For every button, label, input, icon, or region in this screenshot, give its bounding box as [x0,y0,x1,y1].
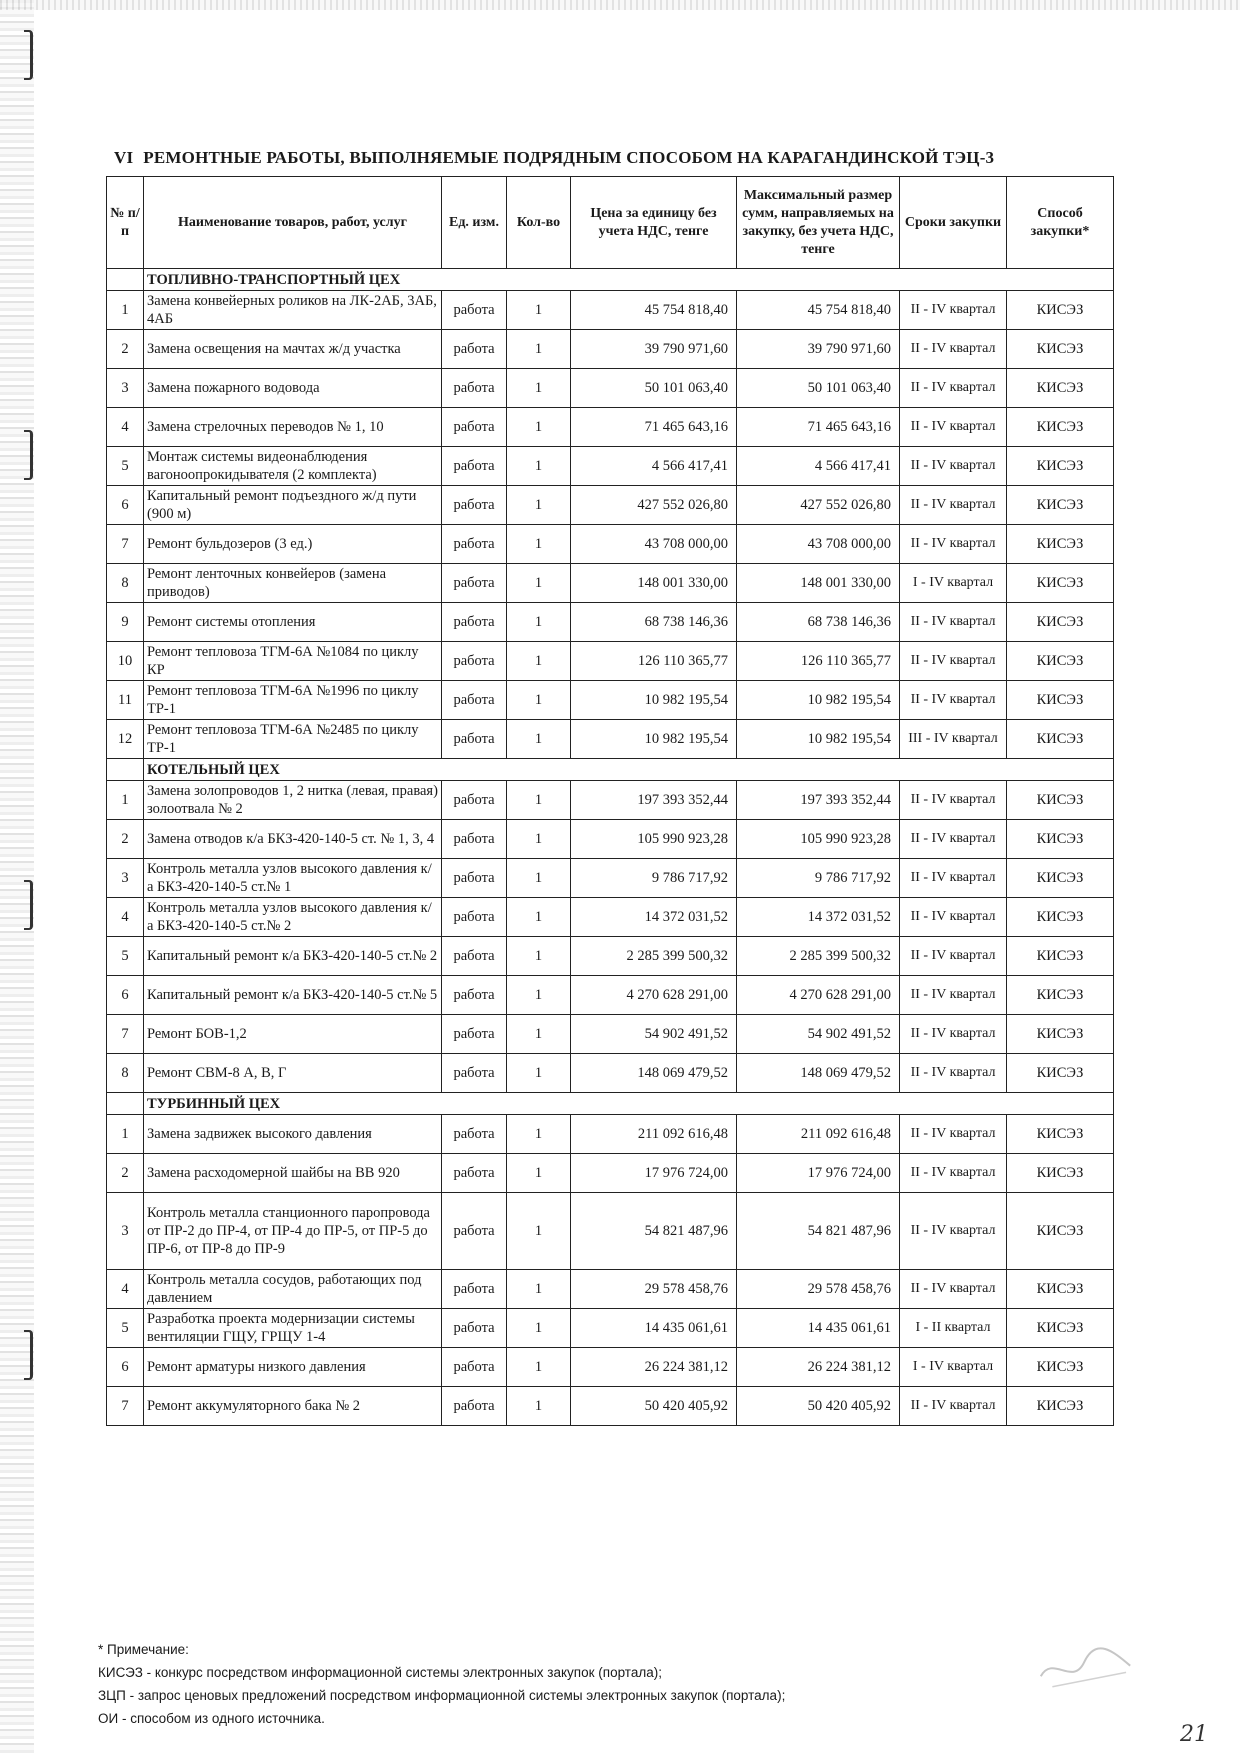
row-term: II - IV квартал [900,898,1007,937]
row-method: КИСЭЗ [1007,937,1114,976]
row-price: 4 566 417,41 [571,447,737,486]
row-max-amount: 197 393 352,44 [737,781,900,820]
note-line: ЗЦП - запрос ценовых предложений посредством информационной системы электронных закупок (портала); [98,1688,786,1703]
row-price: 9 786 717,92 [571,859,737,898]
row-qty: 1 [507,720,571,759]
procurement-table [106,176,1114,1426]
row-method: КИСЭЗ [1007,1270,1114,1309]
row-price: 17 976 724,00 [571,1154,737,1193]
row-price: 4 270 628 291,00 [571,976,737,1015]
row-max-amount: 43 708 000,00 [737,525,900,564]
row-name: Контроль металла узлов высокого давления к/а БКЗ-420-140-5 ст.№ 1 [144,859,442,898]
table-row [107,408,1114,447]
binder-hole-mark [24,430,33,480]
row-term: II - IV квартал [900,937,1007,976]
row-qty: 1 [507,1193,571,1270]
row-method: КИСЭЗ [1007,369,1114,408]
row-name: Ремонт ленточных конвейеров (замена приводов) [144,564,442,603]
row-method: КИСЭЗ [1007,720,1114,759]
row-method: КИСЭЗ [1007,1309,1114,1348]
row-price: 10 982 195,54 [571,720,737,759]
table-row [107,564,1114,603]
row-name: Ремонт тепловоза ТГМ-6А №1996 по циклу ТР-1 [144,681,442,720]
table-header-row [107,177,1114,269]
row-price: 148 069 479,52 [571,1054,737,1093]
row-price: 427 552 026,80 [571,486,737,525]
footnotes [98,1638,998,1730]
row-qty: 1 [507,937,571,976]
row-term: II - IV квартал [900,681,1007,720]
row-method: КИСЭЗ [1007,898,1114,937]
row-number: 1 [107,781,144,820]
row-method: КИСЭЗ [1007,820,1114,859]
row-name: Замена задвижек высокого давления [144,1115,442,1154]
row-method: КИСЭЗ [1007,976,1114,1015]
row-unit: работа [442,291,507,330]
row-name: Замена отводов к/а БКЗ-420-140-5 ст. № 1, 3, 4 [144,820,442,859]
row-method: КИСЭЗ [1007,642,1114,681]
table-row [107,1193,1114,1270]
row-unit: работа [442,820,507,859]
row-number: 11 [107,681,144,720]
row-term: II - IV квартал [900,859,1007,898]
row-qty: 1 [507,1387,571,1426]
header-max: Максимальный размер сумм, направляемых на закупку, без учета НДС, тенге [737,177,900,269]
row-price: 54 902 491,52 [571,1015,737,1054]
row-name: Монтаж системы видеонаблюдения вагоноопрокидывателя (2 комплекта) [144,447,442,486]
row-qty: 1 [507,1115,571,1154]
row-unit: работа [442,781,507,820]
row-term: II - IV квартал [900,408,1007,447]
row-unit: работа [442,720,507,759]
row-term: I - IV квартал [900,564,1007,603]
header-num: № п/п [107,177,144,269]
row-number: 3 [107,1193,144,1270]
row-max-amount: 45 754 818,40 [737,291,900,330]
row-price: 197 393 352,44 [571,781,737,820]
binder-hole-mark [24,880,33,930]
section-number: VI [114,148,134,167]
row-max-amount: 4 566 417,41 [737,447,900,486]
row-qty: 1 [507,330,571,369]
row-price: 39 790 971,60 [571,330,737,369]
table-row [107,447,1114,486]
row-max-amount: 9 786 717,92 [737,859,900,898]
note-line: КИСЭЗ - конкурс посредством информационной системы электронных закупок (портала); [98,1665,662,1680]
row-max-amount: 148 069 479,52 [737,1054,900,1093]
row-price: 43 708 000,00 [571,525,737,564]
row-name: Замена освещения на мачтах ж/д участка [144,330,442,369]
page-number: 21 [1180,1722,1208,1747]
row-unit: работа [442,564,507,603]
row-method: КИСЭЗ [1007,330,1114,369]
row-number: 12 [107,720,144,759]
row-unit: работа [442,1348,507,1387]
row-max-amount: 14 372 031,52 [737,898,900,937]
table-row [107,369,1114,408]
stamp-scribble [1027,1633,1144,1703]
row-name: Замена расходомерной шайбы на ВВ 920 [144,1154,442,1193]
row-number: 2 [107,1154,144,1193]
row-term: II - IV квартал [900,291,1007,330]
table-row [107,781,1114,820]
row-term: II - IV квартал [900,486,1007,525]
row-method: КИСЭЗ [1007,525,1114,564]
row-price: 2 285 399 500,32 [571,937,737,976]
row-method: КИСЭЗ [1007,1387,1114,1426]
row-unit: работа [442,330,507,369]
row-number: 5 [107,1309,144,1348]
row-term: III - IV квартал [900,720,1007,759]
row-price: 10 982 195,54 [571,681,737,720]
table-row [107,1154,1114,1193]
section-heading [114,148,1114,168]
table-row [107,898,1114,937]
table-row [107,525,1114,564]
row-number: 3 [107,369,144,408]
row-price: 71 465 643,16 [571,408,737,447]
table-row [107,1348,1114,1387]
note-line: * Примечание: [98,1642,189,1657]
row-qty: 1 [507,1154,571,1193]
section-title-cell: КОТЕЛЬНЫЙ ЦЕХ [144,759,1114,781]
row-qty: 1 [507,1015,571,1054]
row-unit: работа [442,937,507,976]
row-unit: работа [442,642,507,681]
row-qty: 1 [507,642,571,681]
section-spacer [107,759,144,781]
row-name: Замена золопроводов 1, 2 нитка (левая, правая) золоотвала № 2 [144,781,442,820]
table-row [107,1054,1114,1093]
row-term: II - IV квартал [900,1193,1007,1270]
row-max-amount: 54 821 487,96 [737,1193,900,1270]
section-row [107,1093,1114,1115]
row-unit: работа [442,1015,507,1054]
row-number: 1 [107,291,144,330]
row-number: 7 [107,1387,144,1426]
binder-hole-mark [24,30,33,80]
row-max-amount: 10 982 195,54 [737,681,900,720]
row-price: 126 110 365,77 [571,642,737,681]
row-max-amount: 14 435 061,61 [737,1309,900,1348]
row-term: II - IV квартал [900,369,1007,408]
row-max-amount: 50 420 405,92 [737,1387,900,1426]
row-max-amount: 39 790 971,60 [737,330,900,369]
row-price: 45 754 818,40 [571,291,737,330]
header-qty: Кол-во [507,177,571,269]
row-max-amount: 17 976 724,00 [737,1154,900,1193]
row-term: II - IV квартал [900,1015,1007,1054]
row-term: I - IV квартал [900,1348,1007,1387]
row-max-amount: 29 578 458,76 [737,1270,900,1309]
row-qty: 1 [507,525,571,564]
section-spacer [107,1093,144,1115]
row-term: II - IV квартал [900,1270,1007,1309]
section-title-cell: ТОПЛИВНО-ТРАНСПОРТНЫЙ ЦЕХ [144,269,1114,291]
row-number: 4 [107,898,144,937]
row-price: 68 738 146,36 [571,603,737,642]
row-method: КИСЭЗ [1007,1115,1114,1154]
row-max-amount: 2 285 399 500,32 [737,937,900,976]
row-qty: 1 [507,369,571,408]
row-method: КИСЭЗ [1007,1015,1114,1054]
row-price: 148 001 330,00 [571,564,737,603]
row-qty: 1 [507,1348,571,1387]
row-max-amount: 10 982 195,54 [737,720,900,759]
row-qty: 1 [507,564,571,603]
table-row [107,486,1114,525]
table-row [107,1270,1114,1309]
header-price: Цена за единицу без учета НДС, тенге [571,177,737,269]
row-term: II - IV квартал [900,603,1007,642]
row-number: 1 [107,1115,144,1154]
row-unit: работа [442,1154,507,1193]
row-number: 6 [107,486,144,525]
row-number: 6 [107,976,144,1015]
row-unit: работа [442,859,507,898]
table-row [107,720,1114,759]
table-row [107,1309,1114,1348]
row-price: 54 821 487,96 [571,1193,737,1270]
row-number: 3 [107,859,144,898]
row-max-amount: 4 270 628 291,00 [737,976,900,1015]
row-unit: работа [442,525,507,564]
row-name: Капитальный ремонт к/а БКЗ-420-140-5 ст.№ 2 [144,937,442,976]
row-qty: 1 [507,976,571,1015]
row-name: Капитальный ремонт подъездного ж/д пути (900 м) [144,486,442,525]
row-unit: работа [442,1387,507,1426]
row-max-amount: 211 092 616,48 [737,1115,900,1154]
row-number: 2 [107,330,144,369]
section-title: РЕМОНТНЫЕ РАБОТЫ, ВЫПОЛНЯЕМЫЕ ПОДРЯДНЫМ СПОСОБОМ НА КАРАГАНДИНСКОЙ ТЭЦ-3 [143,148,995,167]
row-name: Ремонт аккумуляторного бака № 2 [144,1387,442,1426]
table-row [107,1115,1114,1154]
row-unit: работа [442,408,507,447]
row-name: Замена стрелочных переводов № 1, 10 [144,408,442,447]
row-term: II - IV квартал [900,525,1007,564]
row-name: Ремонт тепловоза ТГМ-6А №2485 по циклу ТР-1 [144,720,442,759]
row-number: 8 [107,1054,144,1093]
row-max-amount: 427 552 026,80 [737,486,900,525]
row-price: 211 092 616,48 [571,1115,737,1154]
row-unit: работа [442,486,507,525]
row-unit: работа [442,976,507,1015]
table-row [107,330,1114,369]
row-name: Контроль металла сосудов, работающих под давлением [144,1270,442,1309]
row-number: 7 [107,525,144,564]
row-qty: 1 [507,1309,571,1348]
table-body [107,269,1114,1426]
row-price: 29 578 458,76 [571,1270,737,1309]
row-term: II - IV квартал [900,642,1007,681]
row-unit: работа [442,1115,507,1154]
row-method: КИСЭЗ [1007,1193,1114,1270]
row-qty: 1 [507,1270,571,1309]
row-unit: работа [442,1309,507,1348]
row-unit: работа [442,447,507,486]
row-max-amount: 148 001 330,00 [737,564,900,603]
row-unit: работа [442,1270,507,1309]
row-name: Ремонт БОВ-1,2 [144,1015,442,1054]
row-qty: 1 [507,447,571,486]
row-method: КИСЭЗ [1007,408,1114,447]
row-method: КИСЭЗ [1007,681,1114,720]
row-unit: работа [442,603,507,642]
row-max-amount: 50 101 063,40 [737,369,900,408]
row-name: Капитальный ремонт к/а БКЗ-420-140-5 ст.№ 5 [144,976,442,1015]
row-max-amount: 26 224 381,12 [737,1348,900,1387]
row-unit: работа [442,369,507,408]
row-name: Контроль металла узлов высокого давления к/а БКЗ-420-140-5 ст.№ 2 [144,898,442,937]
row-name: Ремонт системы отопления [144,603,442,642]
row-number: 9 [107,603,144,642]
table-row [107,976,1114,1015]
row-qty: 1 [507,486,571,525]
row-name: Контроль металла станционного паропровода от ПР-2 до ПР-4, от ПР-4 до ПР-5, от ПР-5 до ПР-6, от ПР-8 до ПР-9 [144,1193,442,1270]
scan-top-artifact [0,0,1240,10]
row-qty: 1 [507,681,571,720]
row-method: КИСЭЗ [1007,486,1114,525]
row-max-amount: 68 738 146,36 [737,603,900,642]
row-price: 50 420 405,92 [571,1387,737,1426]
header-method: Способ закупки* [1007,177,1114,269]
row-term: II - IV квартал [900,447,1007,486]
row-unit: работа [442,681,507,720]
row-term: II - IV квартал [900,330,1007,369]
row-price: 14 435 061,61 [571,1309,737,1348]
binder-hole-mark [24,1330,33,1380]
row-method: КИСЭЗ [1007,1154,1114,1193]
row-number: 6 [107,1348,144,1387]
row-method: КИСЭЗ [1007,291,1114,330]
row-term: II - IV квартал [900,781,1007,820]
section-spacer [107,269,144,291]
row-name: Замена конвейерных роликов на ЛК-2АБ, 3АБ, 4АБ [144,291,442,330]
row-unit: работа [442,898,507,937]
row-qty: 1 [507,820,571,859]
row-price: 14 372 031,52 [571,898,737,937]
row-name: Замена пожарного водовода [144,369,442,408]
row-qty: 1 [507,603,571,642]
row-term: II - IV квартал [900,976,1007,1015]
row-name: Ремонт СВМ-8 А, В, Г [144,1054,442,1093]
row-qty: 1 [507,898,571,937]
row-number: 5 [107,447,144,486]
row-method: КИСЭЗ [1007,859,1114,898]
table-row [107,603,1114,642]
scan-edge-artifact [0,0,34,1753]
header-unit: Ед. изм. [442,177,507,269]
row-method: КИСЭЗ [1007,1054,1114,1093]
row-qty: 1 [507,781,571,820]
row-method: КИСЭЗ [1007,603,1114,642]
section-row [107,759,1114,781]
row-name: Ремонт тепловоза ТГМ-6А №1084 по циклу КР [144,642,442,681]
row-price: 105 990 923,28 [571,820,737,859]
row-max-amount: 126 110 365,77 [737,642,900,681]
row-term: II - IV квартал [900,1154,1007,1193]
section-row [107,269,1114,291]
row-method: КИСЭЗ [1007,781,1114,820]
row-method: КИСЭЗ [1007,1348,1114,1387]
table-row [107,820,1114,859]
row-number: 8 [107,564,144,603]
row-qty: 1 [507,408,571,447]
row-number: 7 [107,1015,144,1054]
header-name: Наименование товаров, работ, услуг [144,177,442,269]
row-price: 26 224 381,12 [571,1348,737,1387]
note-line: ОИ - способом из одного источника. [98,1711,325,1726]
table-row [107,1015,1114,1054]
table-row [107,859,1114,898]
table-row [107,1387,1114,1426]
row-max-amount: 54 902 491,52 [737,1015,900,1054]
row-method: КИСЭЗ [1007,447,1114,486]
table-row [107,937,1114,976]
row-term: II - IV квартал [900,820,1007,859]
row-price: 50 101 063,40 [571,369,737,408]
row-term: I - II квартал [900,1309,1007,1348]
table-row [107,642,1114,681]
row-number: 4 [107,1270,144,1309]
section-title-cell: ТУРБИННЫЙ ЦЕХ [144,1093,1114,1115]
row-name: Разработка проекта модернизации системы вентиляции ГЩУ, ГРЩУ 1-4 [144,1309,442,1348]
row-number: 5 [107,937,144,976]
row-number: 4 [107,408,144,447]
row-unit: работа [442,1054,507,1093]
table-row [107,291,1114,330]
row-name: Ремонт арматуры низкого давления [144,1348,442,1387]
header-term: Сроки закупки [900,177,1007,269]
row-qty: 1 [507,291,571,330]
table-row [107,681,1114,720]
row-max-amount: 105 990 923,28 [737,820,900,859]
row-number: 10 [107,642,144,681]
row-term: II - IV квартал [900,1115,1007,1154]
faded-stamp [1027,1633,1144,1703]
row-number: 2 [107,820,144,859]
row-qty: 1 [507,859,571,898]
row-name: Ремонт бульдозеров (3 ед.) [144,525,442,564]
row-term: II - IV квартал [900,1054,1007,1093]
row-term: II - IV квартал [900,1387,1007,1426]
row-qty: 1 [507,1054,571,1093]
row-method: КИСЭЗ [1007,564,1114,603]
row-unit: работа [442,1193,507,1270]
row-max-amount: 71 465 643,16 [737,408,900,447]
